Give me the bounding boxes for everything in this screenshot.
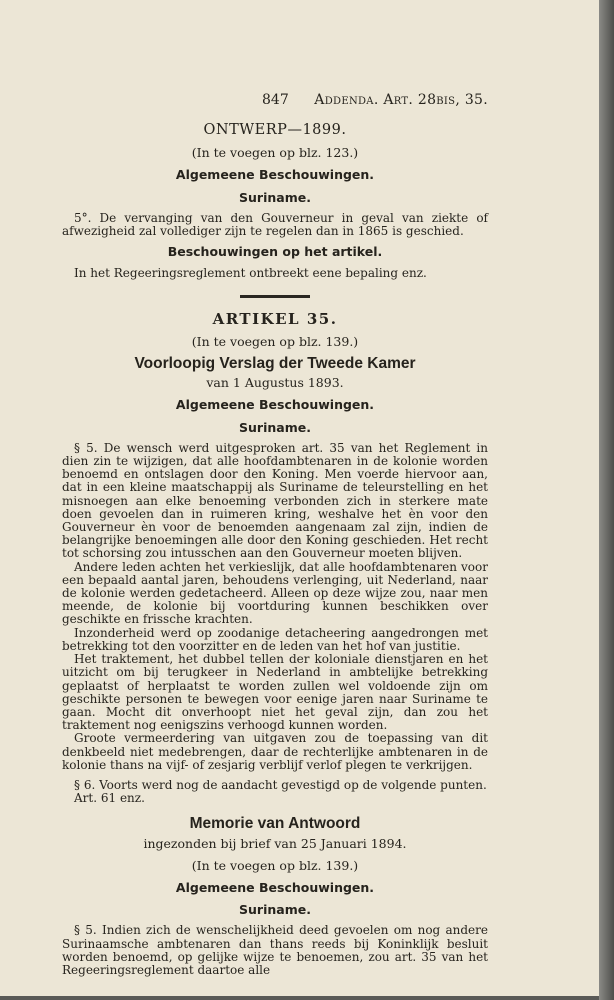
memorie-subtitle: ingezonden bij brief van 25 Januari 1894. — [143, 835, 407, 851]
page-number: 847 — [262, 92, 289, 108]
heading-general: Algemeene Beschouwingen. — [175, 167, 375, 183]
antwerp-title: ONTWERP—1899. — [203, 122, 347, 138]
report-date: van 1 Augustus 1893. — [206, 375, 344, 391]
heading-general: Algemeene Beschouwingen. — [175, 879, 375, 895]
running-header — [262, 92, 488, 108]
heading-article: Beschouwingen op het artikel. — [167, 244, 383, 260]
paragraph: Het traktement, het dubbel tellen der koloniale dienstjaren en het uitzicht om bij terugkeer in Nederland in ambtelijke betrekking geplaatst of herplaatst te worden zullen wel voldoende zijn om geschikte personen te bewegen voor eenige jaren naar Suriname te gaan. Mocht dit onverhoopt niet het geval zijn, dan zou het traktement nog eenigszins verhoogd kunnen worden. — [62, 652, 488, 733]
page-body — [62, 124, 488, 977]
heading-suriname: Suriname. — [239, 419, 311, 435]
paragraph: Groote vermeerdering van uitgaven zou de toepassing van dit denkbeeld niet medebrengen, daar de rechterlijke ambtenaren in de kolonie thans na vijf- of zesjarig verblijf verlof plegen te verkrijgen. — [62, 731, 488, 772]
heading-general: Algemeene Beschouwingen. — [175, 397, 375, 413]
paragraph: § 6. Voorts werd nog de aandacht gevestigd op de volgende punten. — [74, 777, 487, 792]
paragraph: Inzonderheid werd op zoodanige detacheering aangedrongen met betrekking tot den voorzitter en de leden van het hof van justitie. — [62, 625, 488, 653]
paragraph: § 5. Indien zich de wenschelijkheid deed gevoelen om nog andere Surinaamsche ambtenaren dan thans reeds bij Koninklijk besluit worden benoemd, op gelijke wijze te benoemen, zou art. 35 van het Regeeringsreglement daartoe alle — [62, 923, 488, 977]
insert-note: (In te voegen op blz. 123.) — [191, 145, 359, 161]
insert-note: (In te voegen op blz. 139.) — [191, 333, 359, 349]
paragraph: Andere leden achten het verkieslijk, dat alle hoofdambtenaren voor een bepaald aantal jaren, behoudens verlenging, uit Nederland, naar de kolonie werden gedetacheerd. Alleen op deze wijze zou, naar men meende, de kolonie bij voortduring kunnen beschikken over geschikte en frissche krachten. — [62, 559, 488, 627]
paragraph: § 5. De wensch werd uitgesproken art. 35 van het Reglement in dien zin te wijzigen, dat alle hoofdambtenaren in de kolonie worden benoemd en ontslagen door den Koning. Men voerde hiervoor aan, dat in een kleine maatschappij als Suriname de teleurstelling en het misnoegen aan elke benoeming verbonden zich in sterkere mate doen gevoelen dan in ruimeren kring, weshalve het èn voor den Gouverneur èn voor de benoemden aangenaam zal zijn, indien de belangrijke benoemingen alle door den Koning geschieden. Het recht tot schorsing zou intusschen aan den Gouverneur moeten blijven. — [62, 440, 488, 561]
paragraph: In het Regeeringsreglement ontbreekt eene bepaling enz. — [74, 266, 427, 281]
memorie-title: Memorie van Antwoord — [189, 815, 361, 833]
page-bottom-edge — [0, 996, 599, 1000]
heading-suriname: Suriname. — [239, 189, 311, 205]
section-divider — [240, 295, 310, 298]
artikel-title: ARTIKEL 35. — [212, 309, 338, 328]
article-reference: Art. 61 enz. — [74, 791, 145, 806]
heading-suriname: Suriname. — [239, 902, 311, 918]
page-edge — [599, 0, 614, 1000]
insert-note: (In te voegen op blz. 139.) — [191, 857, 359, 873]
report-title: Voorloopig Verslag der Tweede Kamer — [134, 355, 416, 373]
section-reference: Addenda. Art. 28bis, 35. — [314, 92, 488, 108]
paragraph: 5°. De vervanging van den Gouverneur in geval van ziekte of afwezigheid zal vollediger zijn te regelen dan in 1865 is geschied. — [62, 210, 488, 239]
